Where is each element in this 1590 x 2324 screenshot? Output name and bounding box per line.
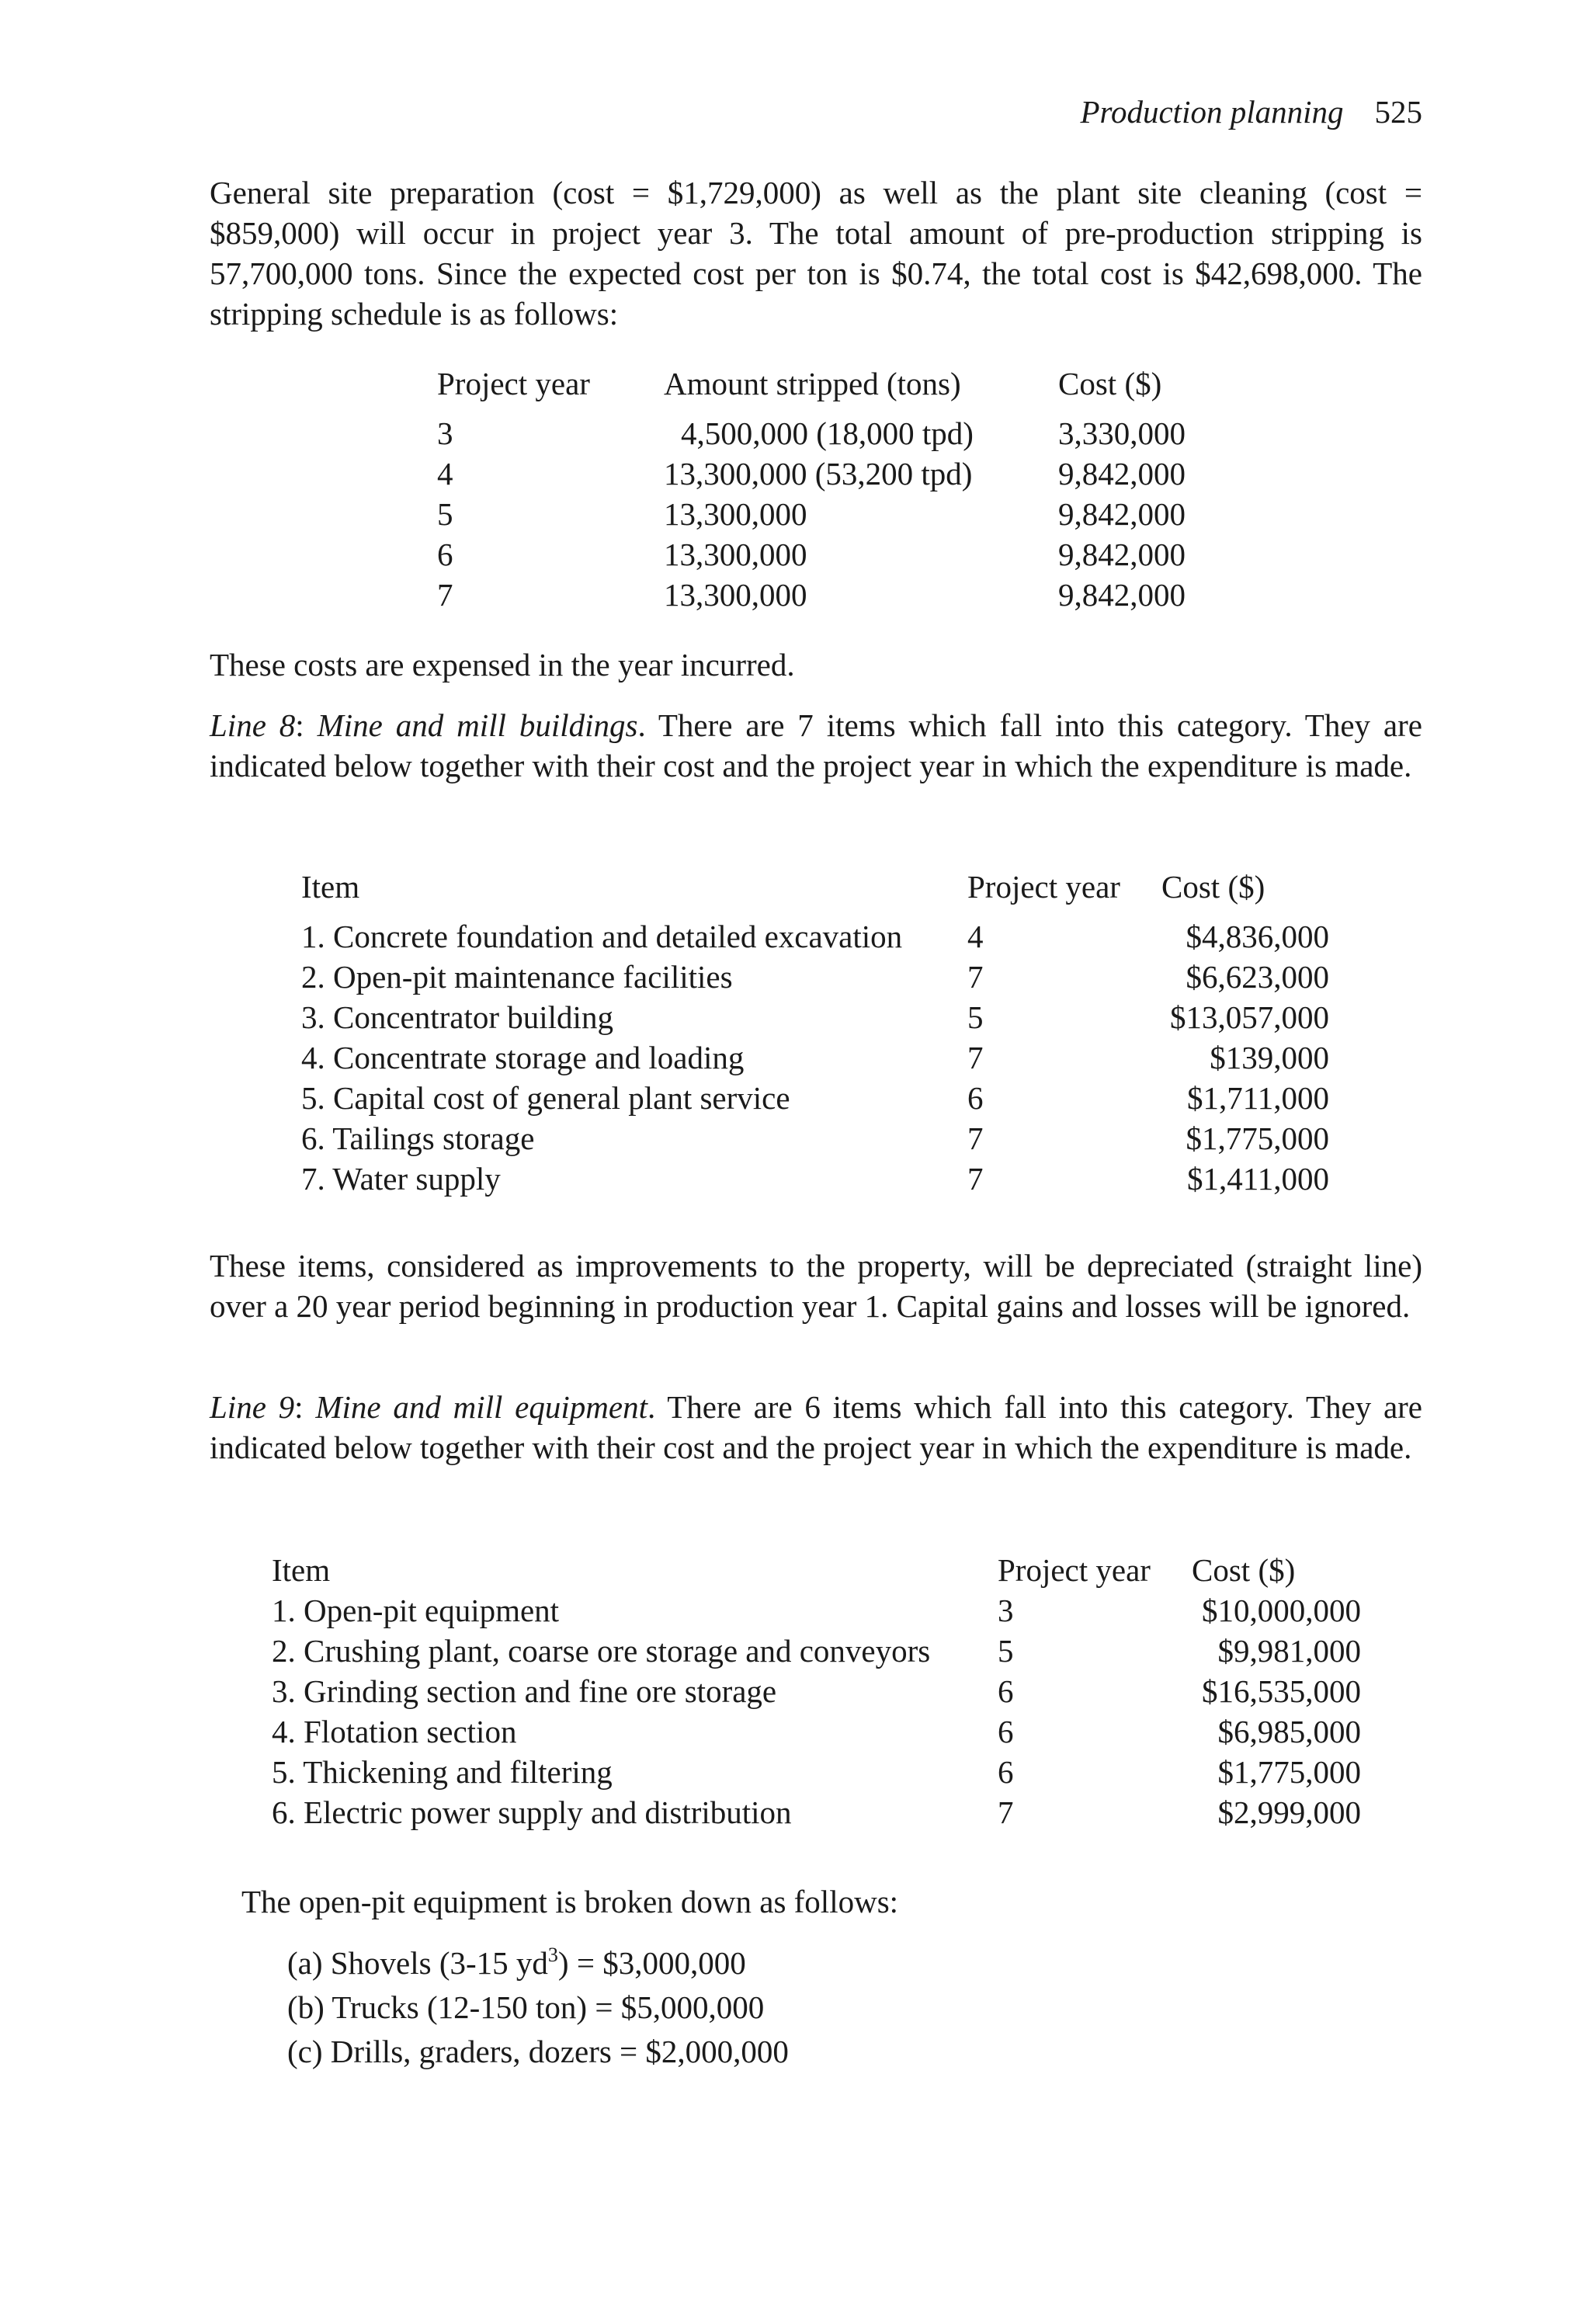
breakdown-list bbox=[287, 1941, 789, 2074]
cell: 3,330,000 bbox=[1058, 415, 1186, 451]
buildings-table bbox=[301, 867, 1329, 1199]
table-row bbox=[272, 1792, 1361, 1832]
list-item: (c) Drills, graders, dozers = $2,000,000 bbox=[287, 2034, 789, 2069]
cell: 5 bbox=[967, 999, 984, 1035]
list-item bbox=[287, 1941, 789, 1985]
cell: 4. Flotation section bbox=[272, 1714, 517, 1749]
cell: 7 bbox=[437, 577, 453, 613]
improvements-paragraph bbox=[210, 1245, 1422, 1326]
cell: $1,775,000 bbox=[1217, 1754, 1361, 1790]
line8-label: Line 8 bbox=[210, 707, 296, 743]
cell: 13,300,000 bbox=[664, 537, 807, 572]
cell: 7 bbox=[967, 959, 984, 995]
cell: 1. Concrete foundation and detailed excavation bbox=[301, 919, 903, 954]
table-row bbox=[272, 1711, 1361, 1752]
col-header: Cost ($) bbox=[1192, 1552, 1296, 1588]
list-item: (b) Trucks (12-150 ton) = $5,000,000 bbox=[287, 1989, 765, 2025]
cell: $13,057,000 bbox=[1170, 999, 1329, 1035]
page-number: 525 bbox=[1374, 94, 1422, 130]
cell: 13,300,000 bbox=[664, 496, 807, 532]
cell: 6 bbox=[998, 1714, 1014, 1749]
cell: 7 bbox=[967, 1040, 984, 1075]
cell: 5. Capital cost of general plant service bbox=[301, 1080, 790, 1116]
cell: $16,535,000 bbox=[1202, 1673, 1361, 1709]
table-row bbox=[272, 1590, 1361, 1631]
cell: $139,000 bbox=[1210, 1040, 1329, 1075]
table-row bbox=[301, 997, 1329, 1037]
breakdown-intro bbox=[241, 1881, 1454, 1922]
cell: 4. Concentrate storage and loading bbox=[301, 1040, 745, 1075]
table-row bbox=[301, 1159, 1329, 1199]
table-row bbox=[301, 1078, 1329, 1118]
table-row bbox=[272, 1631, 1361, 1671]
cell: 3. Concentrator building bbox=[301, 999, 613, 1035]
cell: 9,842,000 bbox=[1058, 537, 1186, 572]
cell: 7. Water supply bbox=[301, 1161, 501, 1197]
cell: 13,300,000 (53,200 tpd) bbox=[664, 456, 973, 492]
cell: $6,623,000 bbox=[1186, 959, 1329, 995]
col-header: Cost ($) bbox=[1161, 869, 1265, 905]
cell: 1. Open-pit equipment bbox=[272, 1593, 560, 1628]
cell: 9,842,000 bbox=[1058, 577, 1186, 613]
table-row bbox=[301, 1118, 1329, 1159]
line8-paragraph bbox=[210, 705, 1422, 786]
cell: 6 bbox=[967, 1080, 984, 1116]
improvements-text: These items, considered as improvements to the property, will be depreciated (straight line) over a 20 year period beginning in production year 1. Capital gains and losses will be ignored. bbox=[210, 1248, 1422, 1324]
cell: 5. Thickening and filtering bbox=[272, 1754, 613, 1790]
cell: 2. Open-pit maintenance facilities bbox=[301, 959, 733, 995]
cell: 3 bbox=[998, 1593, 1014, 1628]
cell: $6,985,000 bbox=[1217, 1714, 1361, 1749]
cell: $1,711,000 bbox=[1187, 1080, 1329, 1116]
cell: 9,842,000 bbox=[1058, 496, 1186, 532]
stripping-table bbox=[437, 363, 1186, 615]
cell: 3 bbox=[437, 415, 453, 451]
col-header: Amount stripped (tons) bbox=[664, 366, 961, 401]
line8-body: . There are 7 items which fall into this category. They are indicated below together with their cost and the project year in which the expenditure is made. bbox=[210, 707, 1422, 783]
col-header: Cost ($) bbox=[1058, 366, 1162, 401]
table-row bbox=[301, 916, 1329, 957]
cell: 2. Crushing plant, coarse ore storage and conveyors bbox=[272, 1633, 931, 1669]
cell: $10,000,000 bbox=[1202, 1593, 1361, 1628]
line9-body: . There are 6 items which fall into this category. They are indicated below together with their cost and the project year in which the expenditure is made. bbox=[210, 1389, 1423, 1465]
cell: 6. Electric power supply and distribution bbox=[272, 1794, 792, 1830]
col-header: Project year bbox=[998, 1552, 1151, 1588]
breakdown-intro-text: The open-pit equipment is broken down as follows: bbox=[241, 1884, 899, 1919]
cell: 9,842,000 bbox=[1058, 456, 1186, 492]
table-row bbox=[437, 534, 1186, 575]
cell: 3. Grinding section and fine ore storage bbox=[272, 1673, 777, 1709]
intro-paragraph bbox=[210, 172, 1422, 334]
table-row bbox=[437, 494, 1186, 534]
table-header-row bbox=[437, 363, 1186, 413]
table-row bbox=[301, 957, 1329, 997]
cell: 4,500,000 (18,000 tpd) bbox=[681, 415, 974, 451]
col-header: Project year bbox=[437, 366, 590, 401]
table-header-row bbox=[272, 1550, 1361, 1590]
cell: $4,836,000 bbox=[1186, 919, 1329, 954]
intro-text: General site preparation (cost = $1,729,000) as well as the plant site cleaning (cost = $859,000) will occur in project year 3. The total amount of pre-production stripping is 57,700,000 tons. Since the expected cost per ton is $0.74, the total cost is $42,698,000. The stripping schedule is as follows: bbox=[210, 175, 1422, 332]
cell: 4 bbox=[437, 456, 453, 492]
cell: $9,981,000 bbox=[1217, 1633, 1361, 1669]
col-header: Item bbox=[301, 869, 360, 905]
cell: 6. Tailings storage bbox=[301, 1120, 535, 1156]
line8-text: Line 8: Mine and mill buildings. There are 7 items which fall into this category. They are indicated below together with their cost and the project year in which the expenditure is made. bbox=[210, 707, 1422, 783]
cell: $1,775,000 bbox=[1186, 1120, 1329, 1156]
cell: 7 bbox=[967, 1120, 984, 1156]
shovels-cost: ) = $3,000,000 bbox=[557, 1945, 746, 1981]
expensed-note bbox=[210, 644, 1422, 685]
cell: $1,411,000 bbox=[1187, 1161, 1329, 1197]
cell: 6 bbox=[998, 1754, 1014, 1790]
table-header-row bbox=[301, 867, 1329, 916]
running-title: Production planning bbox=[1080, 94, 1344, 130]
cell: $2,999,000 bbox=[1217, 1794, 1361, 1830]
equipment-table bbox=[272, 1550, 1361, 1832]
line9-label: Line 9 bbox=[210, 1389, 295, 1425]
expensed-note-text: These costs are expensed in the year incurred. bbox=[210, 647, 795, 683]
cell: 7 bbox=[998, 1794, 1014, 1830]
col-header: Project year bbox=[967, 869, 1120, 905]
shovels-text: (a) Shovels (3-15 yd bbox=[287, 1945, 548, 1981]
table-row bbox=[272, 1671, 1361, 1711]
table-row bbox=[437, 413, 1186, 453]
superscript: 3 bbox=[547, 1944, 558, 1966]
table-row bbox=[437, 453, 1186, 494]
col-header: Item bbox=[272, 1552, 331, 1588]
cell: 5 bbox=[437, 496, 453, 532]
table-row bbox=[272, 1752, 1361, 1792]
running-header bbox=[1081, 92, 1423, 132]
cell: 6 bbox=[998, 1673, 1014, 1709]
line9-paragraph bbox=[210, 1387, 1422, 1468]
line8-title: Mine and mill buildings bbox=[317, 707, 638, 743]
cell: 4 bbox=[967, 919, 984, 954]
cell: 13,300,000 bbox=[664, 577, 807, 613]
line9-text: Line 9: Mine and mill equipment. There are 6 items which fall into this category. They are indicated below together with their cost and the project year in which the expenditure is made. bbox=[210, 1389, 1423, 1465]
cell: 6 bbox=[437, 537, 453, 572]
cell: 7 bbox=[967, 1161, 984, 1197]
table-row bbox=[437, 575, 1186, 615]
line9-title: Mine and mill equipment bbox=[315, 1389, 647, 1425]
table-row bbox=[301, 1037, 1329, 1078]
cell: 5 bbox=[998, 1633, 1014, 1669]
